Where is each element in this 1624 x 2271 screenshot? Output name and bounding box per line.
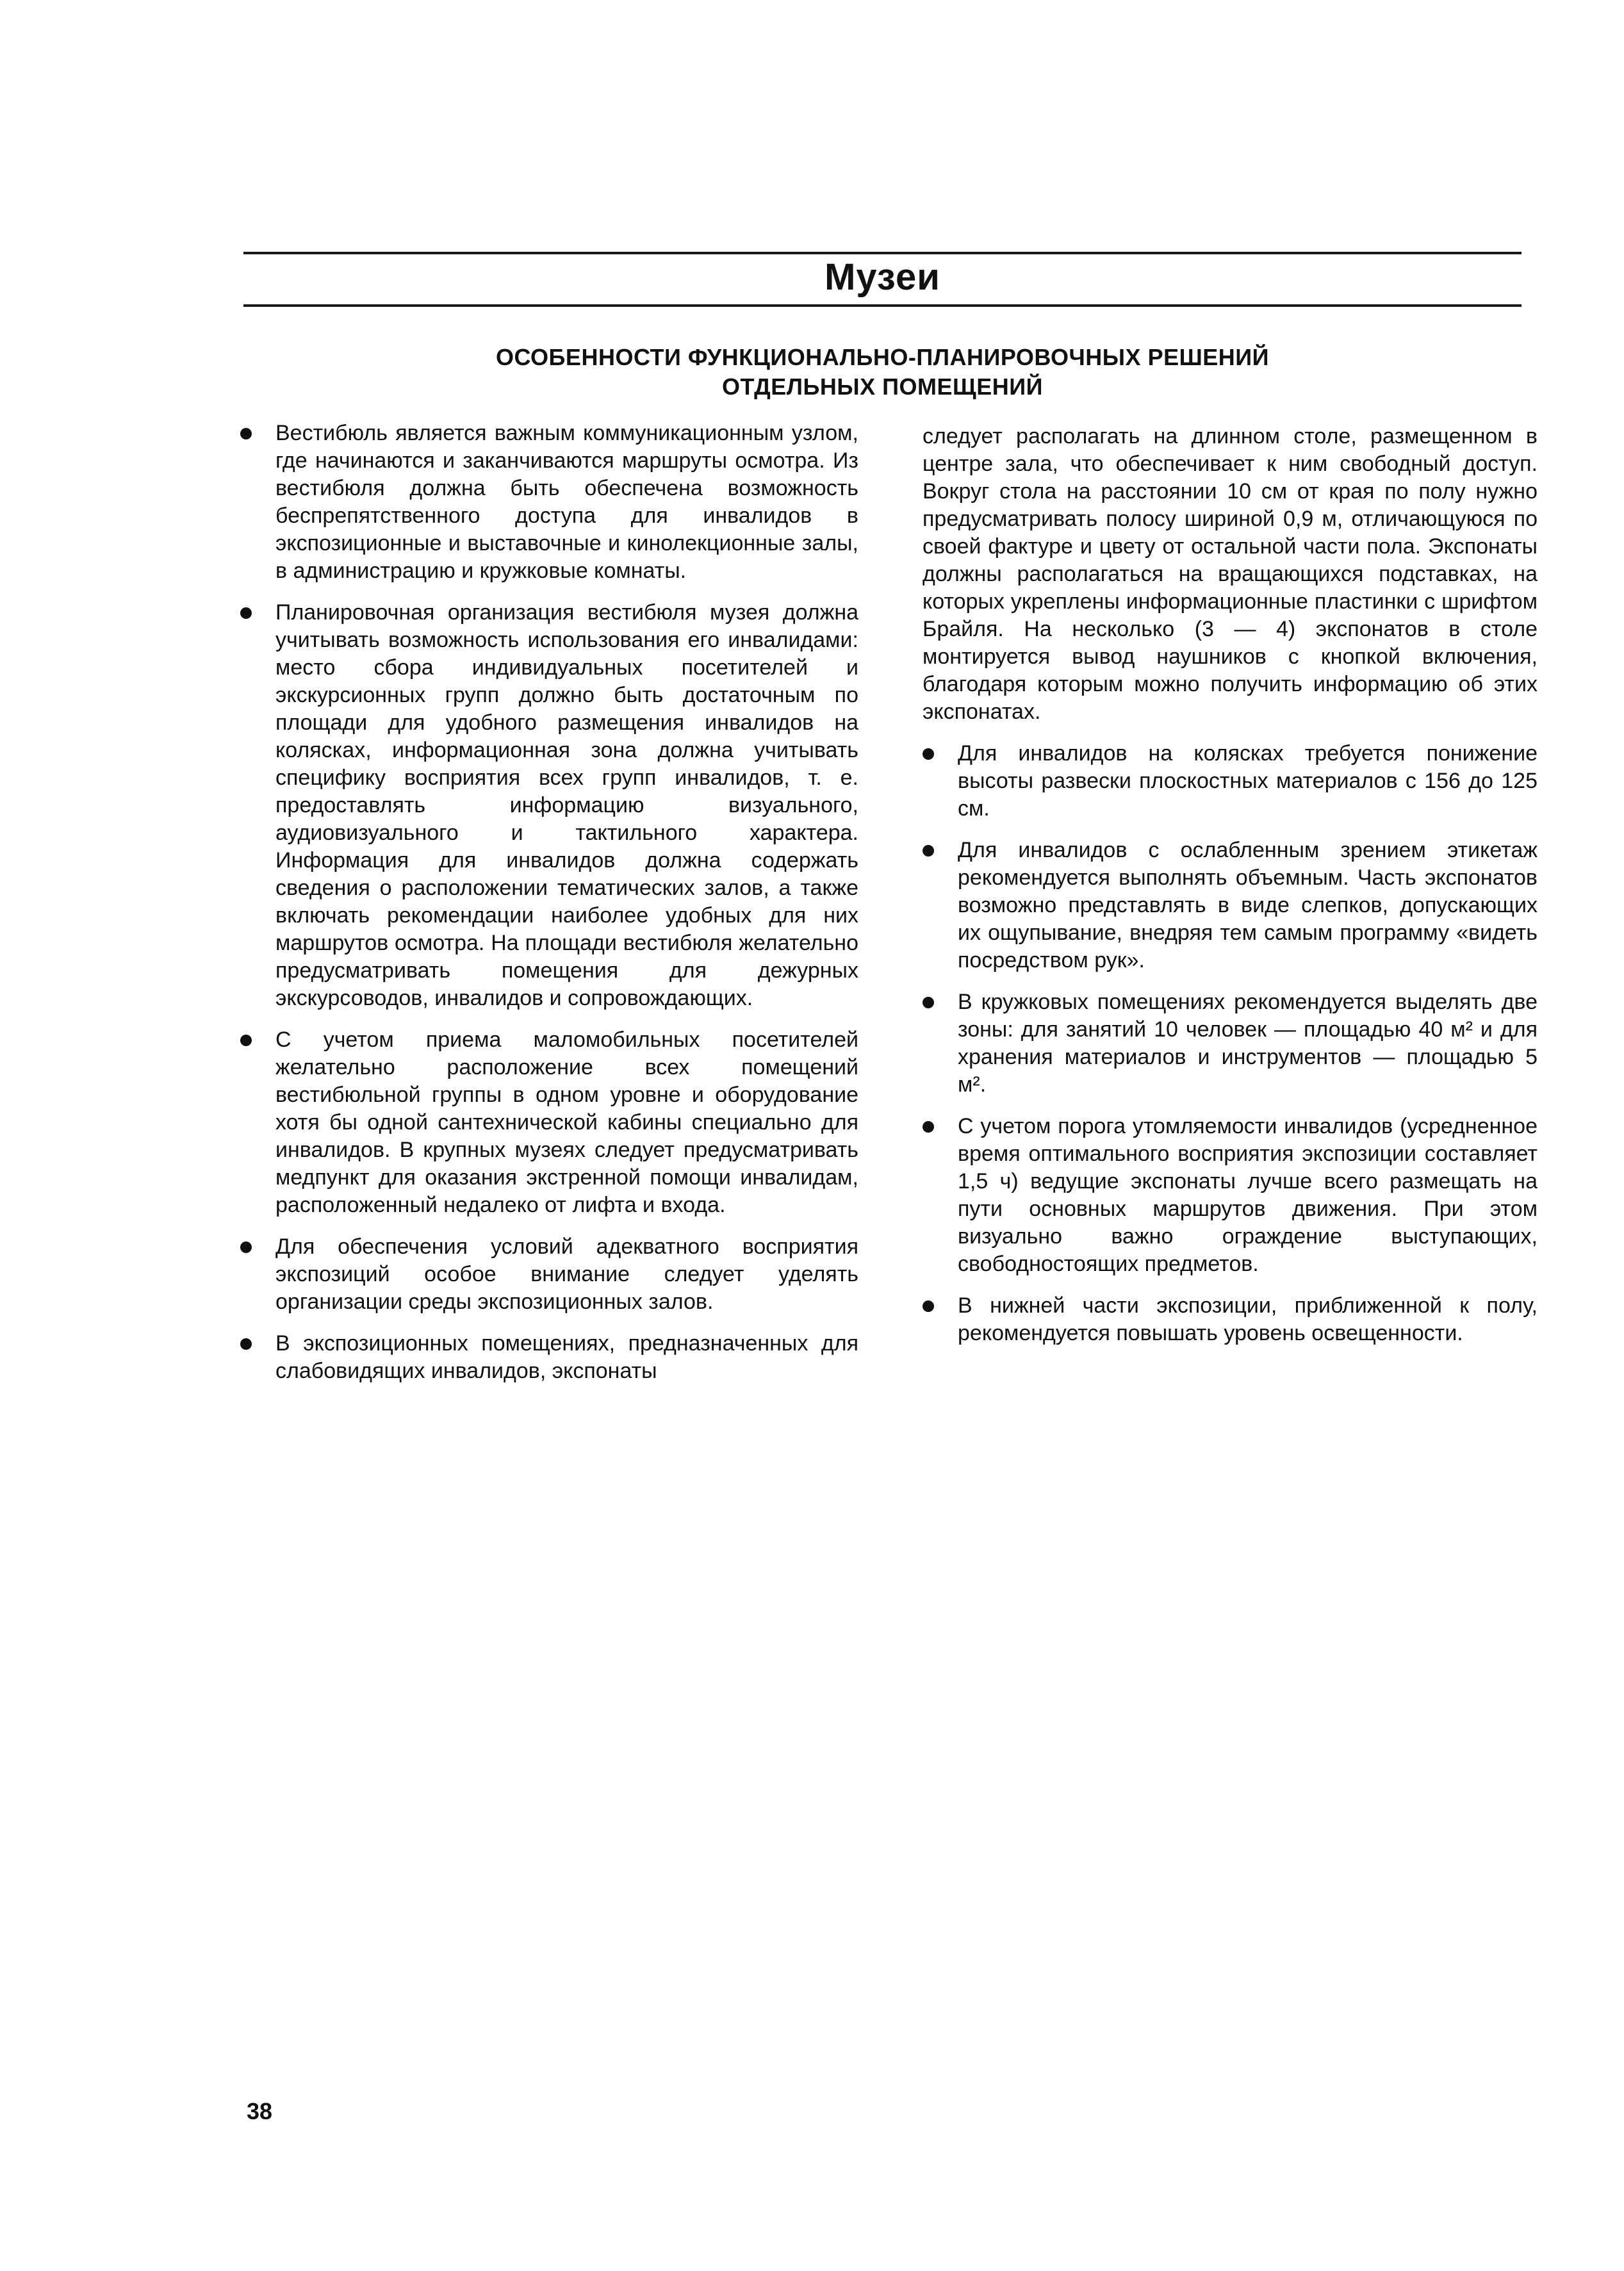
list-item [923, 988, 1538, 1099]
header-rule-bottom [243, 304, 1521, 307]
heading-line-1: ОСОБЕННОСТИ ФУНКЦИОНАЛЬНО-ПЛАНИРОВОЧНЫХ РЕШЕНИЙ [495, 344, 1270, 370]
list-item-text: С учетом порога утомляемости инвалидов (усредненное время оптимального восприятия экспозиции составляет 1,5 ч) ведущие экспонаты лучше всего размещать на пути основных маршрутов движения. При этом визуально важно ограждение выступающих, свободностоящих предметов. [958, 1114, 1538, 1276]
right-column [923, 423, 1538, 1361]
continuation-paragraph: следует располагать на длинном столе, размещенном в центре зала, что обеспечивает к ним свободный доступ. Вокруг стола на расстоянии 10 см от края по полу нужно предусматривать полосу шириной 0,9 м, отличающуюся по своей фактуре и цвету от остальной части пола. Экспонаты должны располагаться на вращающихся подставках, на которых укреплены информационные пластинки с шрифтом Брайля. На несколько (3 — 4) экспонатов в столе монтируется вывод наушников с кнопкой включения, благодаря которым можно получить информацию об этих экспонатах. [923, 424, 1538, 724]
list-item-text: В кружковых помещениях рекомендуется выделять две зоны: для занятий 10 человек — площадью 40 м² и для хранения материалов и инструментов — площадью 5 м². [958, 990, 1538, 1097]
list-item [240, 1233, 858, 1316]
list-item [923, 1113, 1538, 1278]
list-item-text: Для инвалидов на колясках требуется понижение высоты развески плоскостных материалов с 156 до 125 см. [958, 741, 1538, 821]
heading-line-2: ОТДЕЛЬНЫХ ПОМЕЩЕНИЙ [722, 373, 1043, 400]
document-heading [243, 343, 1521, 402]
list-item-text: В нижней части экспозиции, приближенной к полу, рекомендуется повышать уровень освещенности. [958, 1293, 1538, 1345]
bullet-icon [923, 1121, 934, 1133]
list-item-text: С учетом приема маломобильных посетителей желательно расположение всех помещений вестибюльной группы в одном уровне и оборудование хотя бы одной сантехнической кабины специально для инвалидов. В крупных музеях следует предусматривать медпункт для оказания экстренной помощи инвалидам, расположенный недалеко от лифта и входа. [275, 1028, 858, 1217]
list-item [923, 1292, 1538, 1347]
bullet-icon [923, 748, 934, 760]
bullet-icon [923, 845, 934, 857]
list-item-text: Для обеспечения условий адекватного восприятия экспозиций особое внимание следует уделять организации среды экспозиционных залов. [275, 1234, 858, 1314]
bullet-icon [923, 1300, 934, 1312]
bullet-icon [240, 1242, 252, 1253]
bullet-icon [240, 607, 252, 619]
list-item-text: В экспозиционных помещениях, предназначенных для слабовидящих инвалидов, экспонаты [275, 1331, 858, 1383]
list-item-text: Вестибюль является важным коммуникационным узлом, где начинаются и заканчиваются маршруты осмотра. Из вестибюля должна быть обеспечена возможность беспрепятственного доступа для инвалидов в экспозиционные и выставочные и кинолекционные залы, в администрацию и кружковые комнаты. [275, 421, 858, 583]
list-item [923, 740, 1538, 823]
list-item [923, 837, 1538, 974]
bullet-icon [923, 997, 934, 1008]
list-item-text: Для инвалидов с ослабленным зрением этикетаж рекомендуется выполнять объемным. Часть экспонатов возможно представлять в виде слепков, допускающих их ощупывание, внедряя тем самым программу «видеть посредством рук». [958, 838, 1538, 972]
list-item [240, 1026, 858, 1219]
bullet-icon [240, 1338, 252, 1350]
bullet-icon [240, 1035, 252, 1046]
bullet-icon [240, 428, 252, 439]
page-number: 38 [247, 2098, 273, 2124]
left-column [240, 420, 858, 1399]
section-title: Музеи [824, 256, 940, 298]
list-item [240, 420, 858, 585]
list-item [240, 599, 858, 1012]
list-item-text: Планировочная организация вестибюля музея должна учитывать возможность использования его инвалидами: место сбора индивидуальных посетителей и экскурсионных групп должно быть достаточным по площади для удобного размещения инвалидов на колясках, информационная зона должна учитывать специфику восприятия всех групп инвалидов, т. е. предоставлять информацию визуального, аудиовизуального и тактильного характера. Информация для инвалидов должна содержать сведения о расположении тематических залов, а также включать рекомендации наиболее удобных для них маршрутов осмотра. На площади вестибюля желательно предусматривать помещения для дежурных экскурсоводов, инвалидов и сопровождающих. [275, 600, 858, 1010]
list-item [240, 1330, 858, 1385]
